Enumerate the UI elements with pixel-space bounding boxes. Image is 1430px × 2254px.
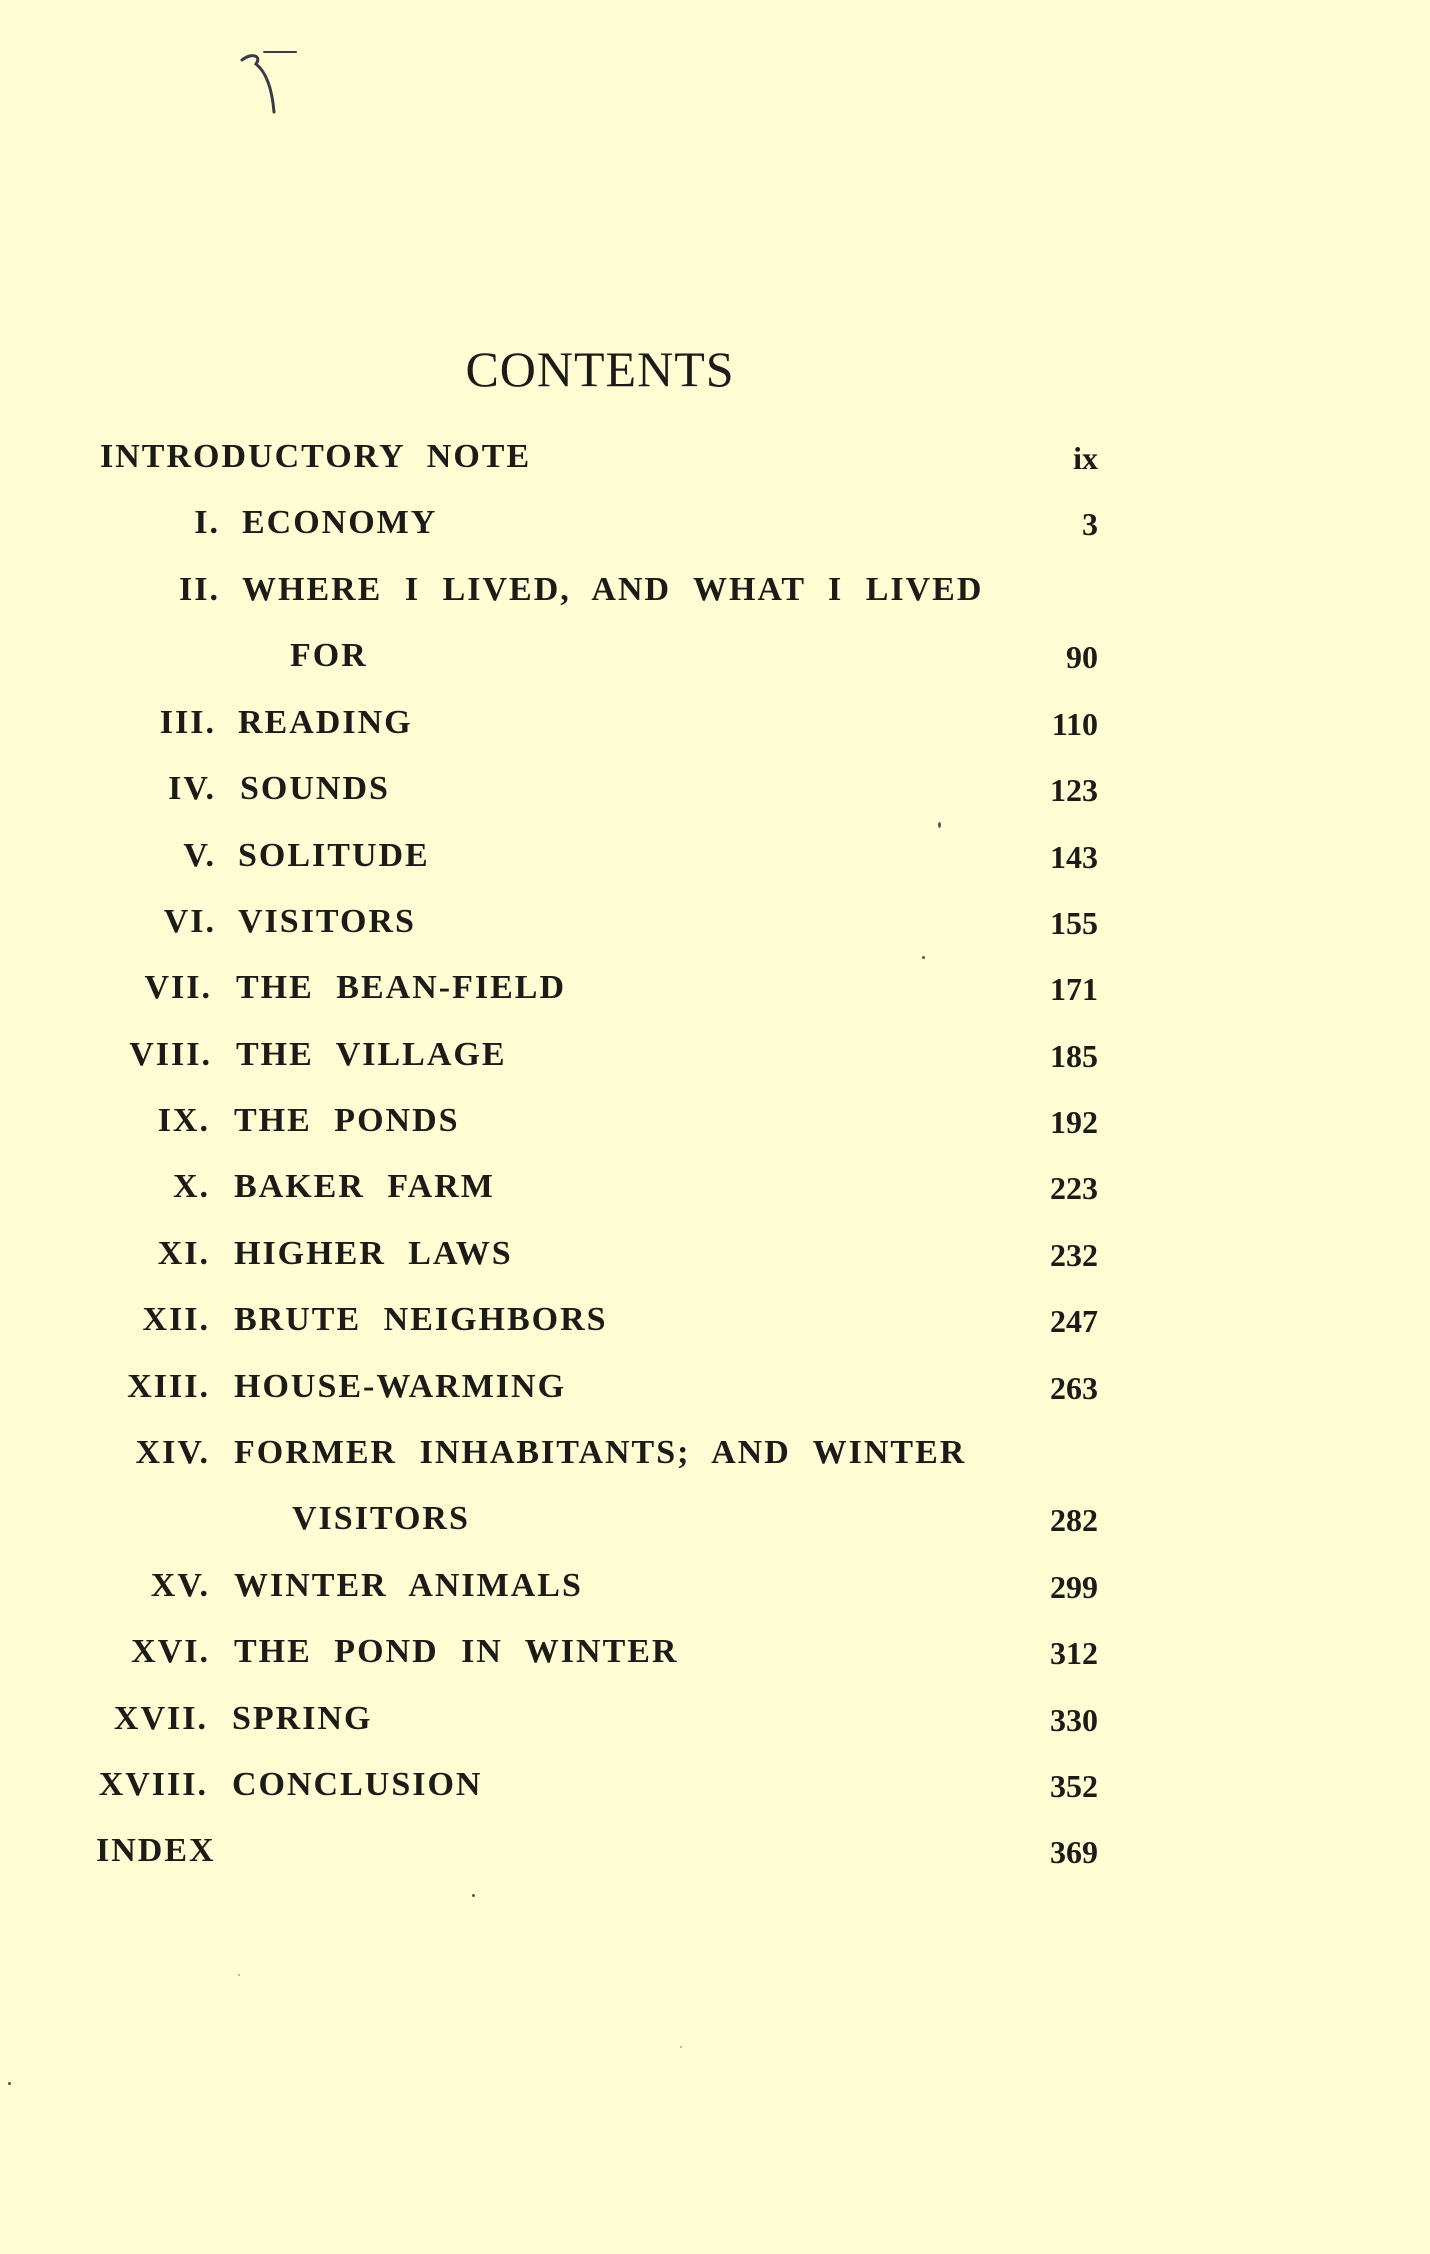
toc-entry-number: XV.: [150, 1567, 210, 1604]
toc-entry-title: BRUTE NEIGHBORS: [234, 1301, 608, 1338]
toc-entry-page: 110: [1051, 706, 1098, 742]
toc-entry-number: I.: [194, 504, 220, 541]
toc-entry-number: VI.: [163, 903, 216, 940]
page-title: CONTENTS: [465, 340, 735, 397]
paper-speck: [922, 956, 925, 959]
toc-entry-number: XI.: [157, 1235, 210, 1272]
toc-entry-number: III.: [159, 704, 216, 741]
toc-entry-number: XVIII.: [98, 1766, 208, 1803]
toc-entry-page: 369: [1050, 1834, 1098, 1870]
toc-entry-page: 282: [1050, 1502, 1098, 1538]
toc-entry-page: 312: [1050, 1635, 1098, 1671]
paper-speck: [680, 2046, 682, 2048]
toc-entry-title: WHERE I LIVED, AND WHAT I LIVED: [242, 571, 984, 608]
toc-entry-page: 123: [1050, 772, 1098, 808]
toc-entry-number: XIV.: [135, 1434, 210, 1471]
toc-entry-number: IV.: [168, 770, 216, 807]
toc-entry-page: 171: [1050, 971, 1098, 1007]
toc-entry-title: WINTER ANIMALS: [234, 1567, 583, 1604]
toc-entry-page: 192: [1050, 1104, 1098, 1140]
toc-entry-title: INDEX: [96, 1832, 216, 1869]
toc-entry-page: 143: [1050, 839, 1098, 875]
toc-entry-page: ix: [1073, 440, 1098, 476]
toc-entry-title: READING: [238, 704, 413, 741]
toc-entry-number: X.: [172, 1168, 210, 1205]
toc-entry-page: 232: [1050, 1237, 1098, 1273]
toc-entry-page: 299: [1050, 1569, 1098, 1605]
toc-entry-number: VIII.: [129, 1036, 212, 1073]
toc-entry-title: VISITORS: [238, 903, 416, 940]
toc-entry-number: II.: [179, 571, 220, 608]
paper-speck: [238, 1974, 240, 1976]
toc-entry-title: SPRING: [232, 1700, 373, 1737]
toc-entry-number: VII.: [144, 969, 212, 1006]
toc-entry-page: 90: [1066, 639, 1098, 675]
toc-entry-title: INTRODUCTORY NOTE: [100, 438, 532, 475]
toc-entry-title: THE BEAN-FIELD: [236, 969, 566, 1006]
toc-entry-title: SOUNDS: [240, 770, 390, 807]
toc-entry-number: V.: [183, 837, 216, 874]
toc-entry-page: 263: [1050, 1370, 1098, 1406]
toc-entry-number: XVII.: [113, 1700, 208, 1737]
toc-entry-page: 352: [1050, 1768, 1098, 1804]
paper-speck: [8, 2082, 11, 2085]
toc-entry-page: 247: [1050, 1303, 1098, 1339]
toc-entry-number: XIII.: [127, 1368, 210, 1405]
toc-entry-title: FORMER INHABITANTS; AND WINTER: [234, 1434, 967, 1471]
toc-entry-title: HOUSE-WARMING: [234, 1368, 567, 1405]
toc-entry-number: XII.: [142, 1301, 210, 1338]
pencil-mark: [238, 42, 298, 122]
toc-entry-title: HIGHER LAWS: [234, 1235, 513, 1272]
toc-entry-title-continued: VISITORS: [292, 1500, 470, 1537]
toc-entry-title: THE PONDS: [234, 1102, 460, 1139]
toc-entry-title: SOLITUDE: [238, 837, 430, 874]
toc-entry-title: BAKER FARM: [234, 1168, 495, 1205]
paper-speck: [472, 1894, 475, 1897]
toc-entry-title: THE POND IN WINTER: [234, 1633, 679, 1670]
toc-entry-page: 185: [1050, 1038, 1098, 1074]
toc-entry-title: THE VILLAGE: [236, 1036, 507, 1073]
toc-entry-number: IX.: [157, 1102, 210, 1139]
paper-speck: [938, 822, 941, 828]
toc-entry-number: XVI.: [131, 1633, 210, 1670]
toc-entry-title: CONCLUSION: [232, 1766, 483, 1803]
toc-entry-page: 330: [1050, 1702, 1098, 1738]
toc-entry-page: 3: [1082, 506, 1098, 542]
toc-entry-title-continued: FOR: [290, 637, 368, 674]
toc-entry-page: 155: [1050, 905, 1098, 941]
toc-entry-page: 223: [1050, 1170, 1098, 1206]
toc-entry-title: ECONOMY: [242, 504, 438, 541]
